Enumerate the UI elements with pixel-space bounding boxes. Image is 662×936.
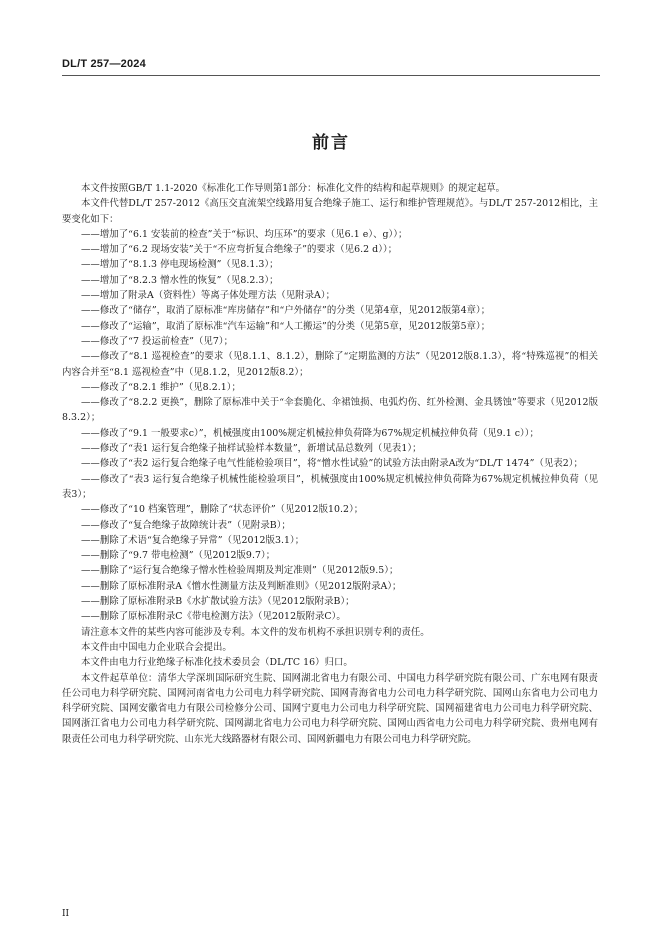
foreword-body (62, 181, 598, 747)
page-title: 前言 (312, 133, 350, 153)
change-item: ——增加了“6.2 现场安装”关于“不应弯折复合绝缘子”的要求（见6.2 d））； (81, 244, 398, 256)
change-item: ——删除了原标准附录C《带电检测方法》（见2012版附录C）。 (81, 611, 346, 623)
change-item: ——修改了“10 档案管理”，删除了“状态评价”（见2012版10.2）； (81, 504, 364, 516)
change-item: ——修改了“8.1 巡视检查”的要求（见8.1.1、8.1.2），删除了“定期监测的方法”（见2012版8.1.3），将“特殊巡视”的相关内容合并至“8.1 巡视检查”中（见8.1.2，见2012版8.2）； (62, 351, 598, 378)
drafting-units: 本文件起草单位：清华大学深圳国际研究生院、国网湖北省电力有限公司、中国电力科学研究院有限公司、广东电网有限责任公司电力科学研究院、国网河南省电力公司电力科学研究院、国网青海省电力公司电力科学研究院、国网山东省电力公司电力科学研究院、国网安徽省电力有限公司检修分公司、国网宁夏电力公司电力科学研究院、国网福建省电力公司电力科学研究院、国网浙江省电力公司电力科学研究院、国网湖北省电力公司电力科学研究院、国网山西省电力公司电力科学研究院、贵州电网有限责任公司电力科学研究院、山东光大线路器材有限公司、国网新疆电力有限公司电力科学研究院。 (62, 672, 598, 745)
document-code: DL/T 257—2024 (62, 58, 146, 70)
change-item: ——删除了原标准附录B《水扩散试验方法》（见2012版附录B）； (81, 596, 355, 608)
paragraph: 本文件按照GB/T 1.1-2020《标准化工作导则第1部分：标准化文件的结构和起草规则》的规定起草。 (81, 183, 506, 194)
patent-notice: 请注意本文件的某些内容可能涉及专利。本文件的发布机构不承担识别专利的责任。 (81, 626, 430, 638)
change-item: ——增加了附录A（资料性）等离子体处理方法（见附录A）； (81, 290, 335, 302)
change-item: ——修改了“表1 运行复合绝缘子抽样试验样本数量”，新增试品总数列（见表1）； (81, 443, 422, 455)
change-item: ——修改了“8.2.1 维护”（见8.2.1）； (81, 381, 241, 393)
change-item: ——增加了“6.1 安装前的检查”关于“标识、均压环”的要求（见6.1 e）、g））； (81, 228, 408, 240)
change-item: ——增加了“8.2.3 憎水性的恢复”（见8.2.3）； (81, 274, 279, 286)
change-item: ——修改了“储存”，取消了原标准“库房储存”和“户外储存”的分类（见第4章，见2012版第4章）； (81, 305, 491, 317)
change-item: ——删除了原标准附录A《憎水性测量方法及判断准则》（见2012版附录A）； (81, 580, 402, 592)
change-item: ——删除了“9.7 带电检测”（见2012版9.7）； (81, 550, 276, 562)
change-item: ——修改了“表3 运行复合绝缘子机械性能检验项目”，机械强度由100%规定机械拉伸负荷降为67%规定机械拉伸负荷（见表3）； (62, 473, 598, 500)
change-item: ——修改了“9.1 一般要求c）”，机械强度由100%规定机械拉伸负荷降为67%规定机械拉伸负荷（见9.1 c））； (81, 427, 539, 439)
change-item: ——删除了术语“复合绝缘子异常”（见2012版3.1）； (81, 534, 305, 546)
change-item: ——修改了“复合绝缘子故障统计表”（见附录B）； (81, 519, 291, 531)
page-number: II (62, 909, 70, 919)
paragraph: 本文件代替DL/T 257-2012《高压交直流架空线路用复合绝缘子施工、运行和维护管理规范》。与DL/T 257-2012相比，主要变化如下： (62, 198, 598, 225)
change-item: ——删除了“运行复合绝缘子憎水性检验周期及判定准则”（见2012版9.5）； (81, 565, 399, 577)
change-item: ——修改了“8.2.2 更换”，删除了原标准中关于“伞套脆化、伞裙蚀损、电弧灼伤、红外检测、金具锈蚀”等要求（见2012版8.3.2）； (62, 397, 598, 424)
change-item: ——修改了“运输”，取消了原标准“汽车运输”和“人工搬运”的分类（见第5章，见2012版第5章）； (81, 320, 491, 332)
header-divider (62, 75, 600, 76)
committee-statement: 本文件由电力行业绝缘子标准化技术委员会（DL/TC 16）归口。 (81, 657, 353, 669)
change-item: ——修改了“7 投运前检查”（见7）； (81, 335, 234, 347)
change-item: ——增加了“8.1.3 停电现场检测”（见8.1.3）； (81, 259, 279, 271)
change-item: ——修改了“表2 运行复合绝缘子电气性能检验项目”，将“憎水性试验”的试验方法由附录A改为“DL/T 1474”（见表2）； (81, 458, 583, 470)
proposer-statement: 本文件由中国电力企业联合会提出。 (81, 641, 232, 653)
